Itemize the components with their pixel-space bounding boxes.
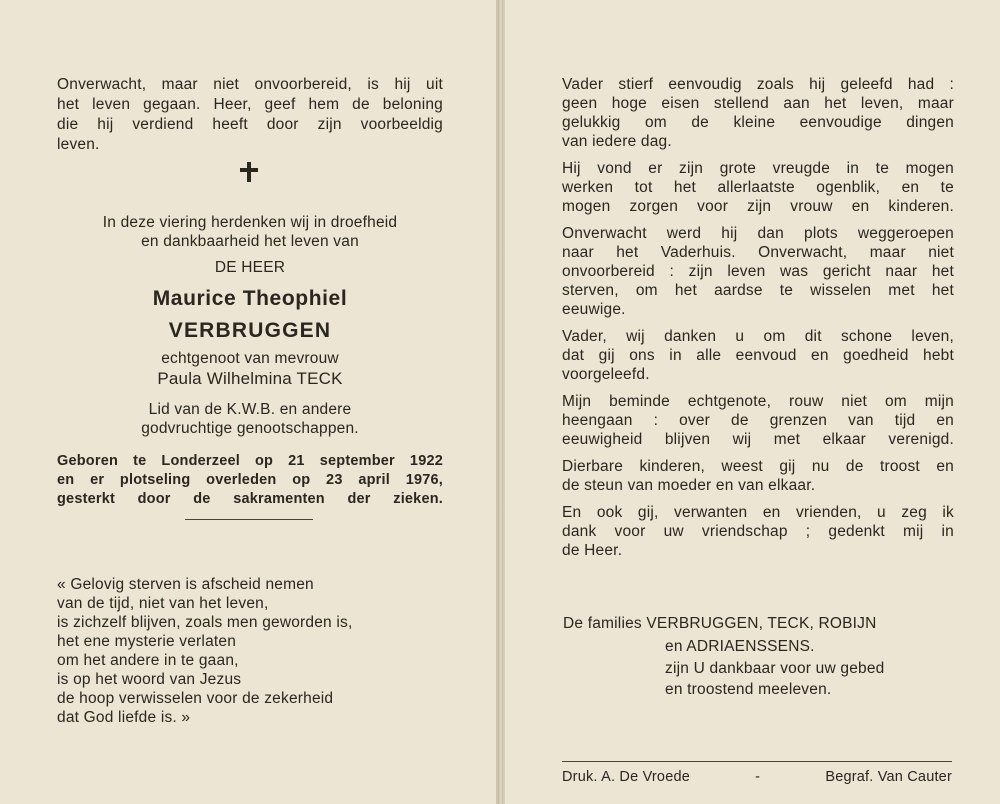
intro-line-2: het leven gegaan. Heer, geef hem de beloning [57, 96, 443, 113]
family-line-3: zijn U dankbaar voor uw gebed [665, 660, 885, 677]
para1-line-3: gelukkig om de kleine eenvoudige dingen [562, 114, 954, 131]
quote-line-6: is op het woord van Jezus [57, 671, 242, 688]
remember-line-1: In deze viering herdenken wij in droefheid [102, 214, 398, 231]
honorific: DE HEER [214, 259, 286, 276]
cross-icon [236, 160, 262, 186]
left-page [0, 0, 498, 804]
quote-line-8: dat God liefde is. » [57, 709, 191, 726]
intro-line-3: die hij verdiend heeft door zijn voorbeeldig [57, 116, 443, 133]
credit-separator: - [755, 769, 761, 785]
para1-line-4: van iedere dag. [562, 133, 672, 150]
printer-credit: Druk. A. De Vroede [562, 769, 690, 785]
para5-line-3: eeuwigheid blijven wij met elkaar verenigd. [562, 431, 954, 448]
para2-line-2: werken tot het allerlaatste ogenblik, en te [562, 179, 954, 196]
intro-line-1: Onverwacht, maar niet onvoorbereid, is hij uit [57, 76, 443, 93]
para3-line-3: onvoorbereid : zijn leven was gericht naar het [562, 263, 954, 280]
deceased-first-names: Maurice Theophiel [152, 287, 348, 310]
para6-line-2: de steun van moeder en van elkaar. [562, 477, 816, 494]
undertaker-credit: Begraf. Van Cauter [825, 769, 952, 785]
para4-line-2: dat gij ons in alle eenvoud en goedheid hebt [562, 347, 954, 364]
quote-line-5: om het andere in te gaan, [57, 652, 239, 669]
right-page [503, 0, 1000, 804]
para7-line-3: de Heer. [562, 542, 623, 559]
spouse-name: Paula Wilhelmina TECK [157, 369, 343, 388]
para1-line-2: geen hoge eisen stellend aan het leven, maar [562, 95, 954, 112]
deceased-surname: VERBRUGGEN [168, 319, 332, 342]
quote-line-1: « Gelovig sterven is afscheid nemen [57, 576, 314, 593]
life-line-3: gesterkt door de sakramenten der zieken. [57, 491, 443, 507]
member-line-1: Lid van de K.W.B. en andere [148, 401, 352, 418]
life-line-1: Geboren te Londerzeel op 21 september 1922 [57, 453, 443, 469]
para4-line-3: voorgeleefd. [562, 366, 650, 383]
para7-line-1: En ook gij, verwanten en vrienden, u zeg ik [562, 504, 954, 521]
intro-line-4: leven. [57, 136, 100, 153]
life-line-2: en er plotseling overleden op 23 april 1976, [57, 472, 443, 488]
para4-line-1: Vader, wij danken u om dit schone leven, [562, 328, 954, 345]
footer-credits [562, 768, 952, 788]
para3-line-4: sterven, om het aardse te wisselen met het [562, 282, 954, 299]
para2-line-1: Hij vond er zijn grote vreugde in te mogen [562, 160, 954, 177]
remember-line-2: en dankbaarheid het leven van [141, 233, 359, 250]
quote-line-7: de hoop verwisselen voor de zekerheid [57, 690, 334, 707]
para2-line-3: mogen zorgen voor zijn vrouw en kinderen. [562, 198, 954, 215]
para3-line-1: Onverwacht werd hij dan plots weggeroepen [562, 225, 954, 242]
quote-line-4: het ene mysterie verlaten [57, 633, 237, 650]
para3-line-5: eeuwige. [562, 301, 626, 318]
quote-line-2: van de tijd, niet van het leven, [57, 595, 269, 612]
para1-line-1: Vader stierf eenvoudig zoals hij geleefd had : [562, 76, 954, 93]
footer-rule [562, 761, 952, 762]
para5-line-2: heengaan : over de grenzen van tijd en [562, 412, 954, 429]
family-line-1: De families VERBRUGGEN, TECK, ROBIJN [563, 615, 877, 632]
para3-line-2: naar het Vaderhuis. Onverwacht, maar niet [562, 244, 954, 261]
spouse-intro: echtgenoot van mevrouw [161, 350, 339, 367]
family-line-2: en ADRIAENSSENS. [665, 638, 815, 655]
para5-line-1: Mijn beminde echtgenote, rouw niet om mijn [562, 393, 954, 410]
para6-line-1: Dierbare kinderen, weest gij nu de troost en [562, 458, 954, 475]
member-line-2: godvruchtige genootschappen. [141, 420, 359, 437]
divider [185, 519, 313, 520]
quote-line-3: is zichzelf blijven, zoals men geworden is, [57, 614, 353, 631]
para7-line-2: dank voor uw vriendschap ; gedenkt mij in [562, 523, 954, 540]
family-line-4: en troostend meeleven. [665, 681, 832, 698]
